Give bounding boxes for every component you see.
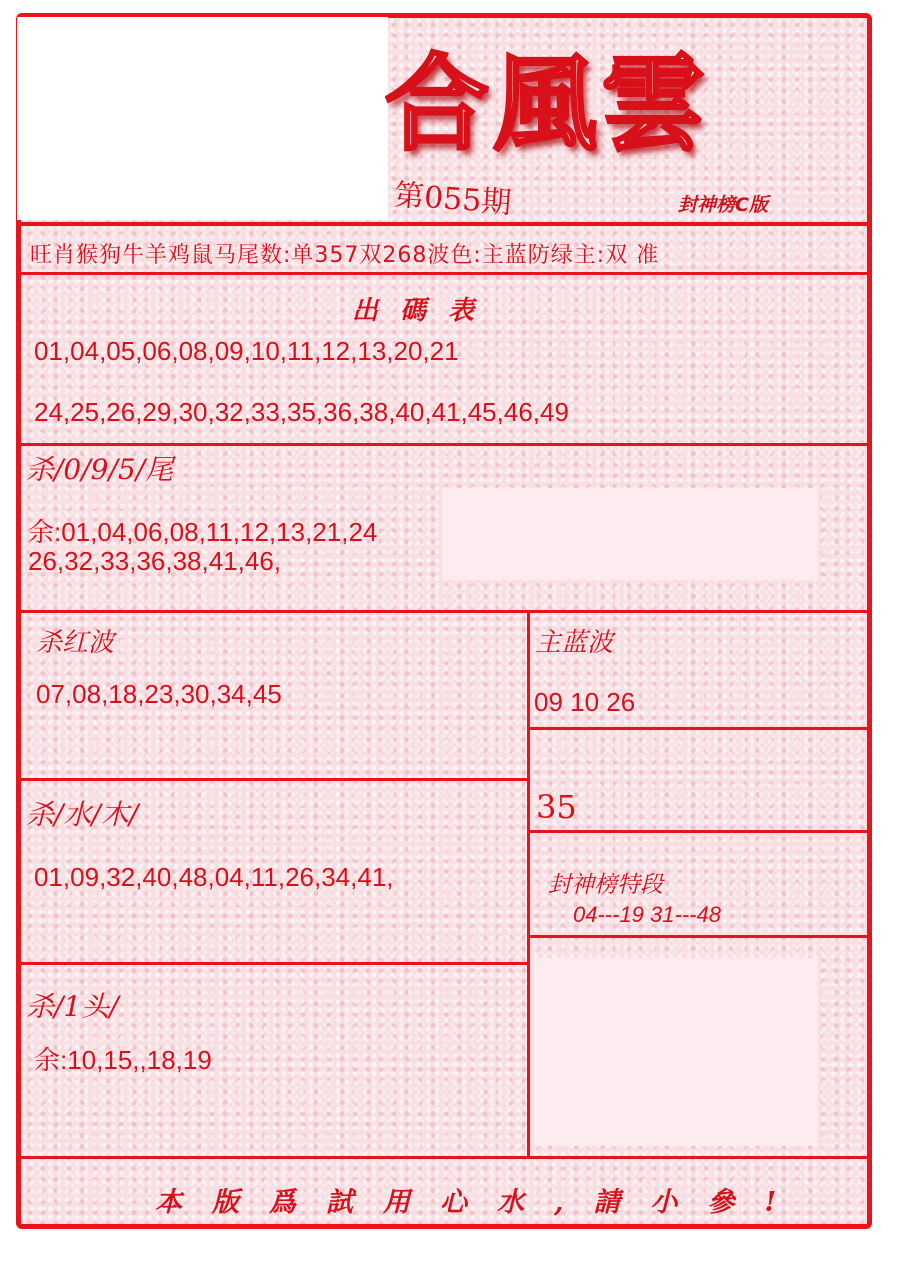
divider xyxy=(529,830,867,833)
cover-box-right-2 xyxy=(534,958,818,1146)
footer-note: 本版爲試用心水,請小參! xyxy=(155,1187,807,1218)
edition-label: 封神榜C版 xyxy=(678,194,768,216)
divider xyxy=(21,962,529,965)
main-blue-wave-heading: 主蓝波 xyxy=(535,628,614,658)
kill-head-heading: 杀/1头/ xyxy=(26,990,119,1023)
kill-tail-remaining-1: 余:01,04,06,08,11,12,13,21,24 xyxy=(28,517,378,547)
kill-tail-remaining-2: 26,32,33,36,38,41,46, xyxy=(28,546,282,576)
kill-head-numbers: 余:10,15,,18,19 xyxy=(34,1045,212,1075)
chart-numbers-row-2: 24,25,26,29,30,32,33,35,36,38,40,41,45,46,49 xyxy=(34,397,569,427)
cover-box-right-1 xyxy=(442,488,818,580)
divider xyxy=(529,935,867,938)
special-segment-ranges: 04---19 31---48 xyxy=(573,902,721,927)
kill-tail-heading: 杀/0/9/5/尾 xyxy=(26,453,174,486)
single-number: 35 xyxy=(536,788,577,826)
main-blue-wave-numbers: 09 10 26 xyxy=(534,687,636,717)
kill-elements-heading: 杀/水/木/ xyxy=(26,798,139,831)
issue-number: 第055期 xyxy=(393,177,513,222)
divider xyxy=(21,610,867,613)
kill-elements-numbers: 01,09,32,40,48,04,11,26,34,41, xyxy=(34,862,394,892)
cover-box-top-left xyxy=(17,17,388,220)
divider xyxy=(21,272,867,275)
kill-red-wave-heading: 杀红波 xyxy=(36,628,115,658)
page-title: 合風雲 xyxy=(385,42,710,165)
special-segment-heading: 封神榜特段 xyxy=(548,872,663,898)
divider xyxy=(21,222,867,226)
divider xyxy=(21,1156,867,1159)
chart-section-title: 出碼表 xyxy=(352,296,497,326)
divider xyxy=(527,612,530,1158)
chart-numbers-row-1: 01,04,05,06,08,09,10,11,12,13,20,21 xyxy=(34,336,459,366)
prediction-info-line: 旺肖猴狗牛羊鸡鼠马尾数:单357双268波色:主蓝防绿主:双 准 xyxy=(30,243,660,268)
divider xyxy=(21,443,867,446)
divider xyxy=(529,727,867,730)
divider xyxy=(21,778,529,781)
kill-red-wave-numbers: 07,08,18,23,30,34,45 xyxy=(36,679,282,709)
